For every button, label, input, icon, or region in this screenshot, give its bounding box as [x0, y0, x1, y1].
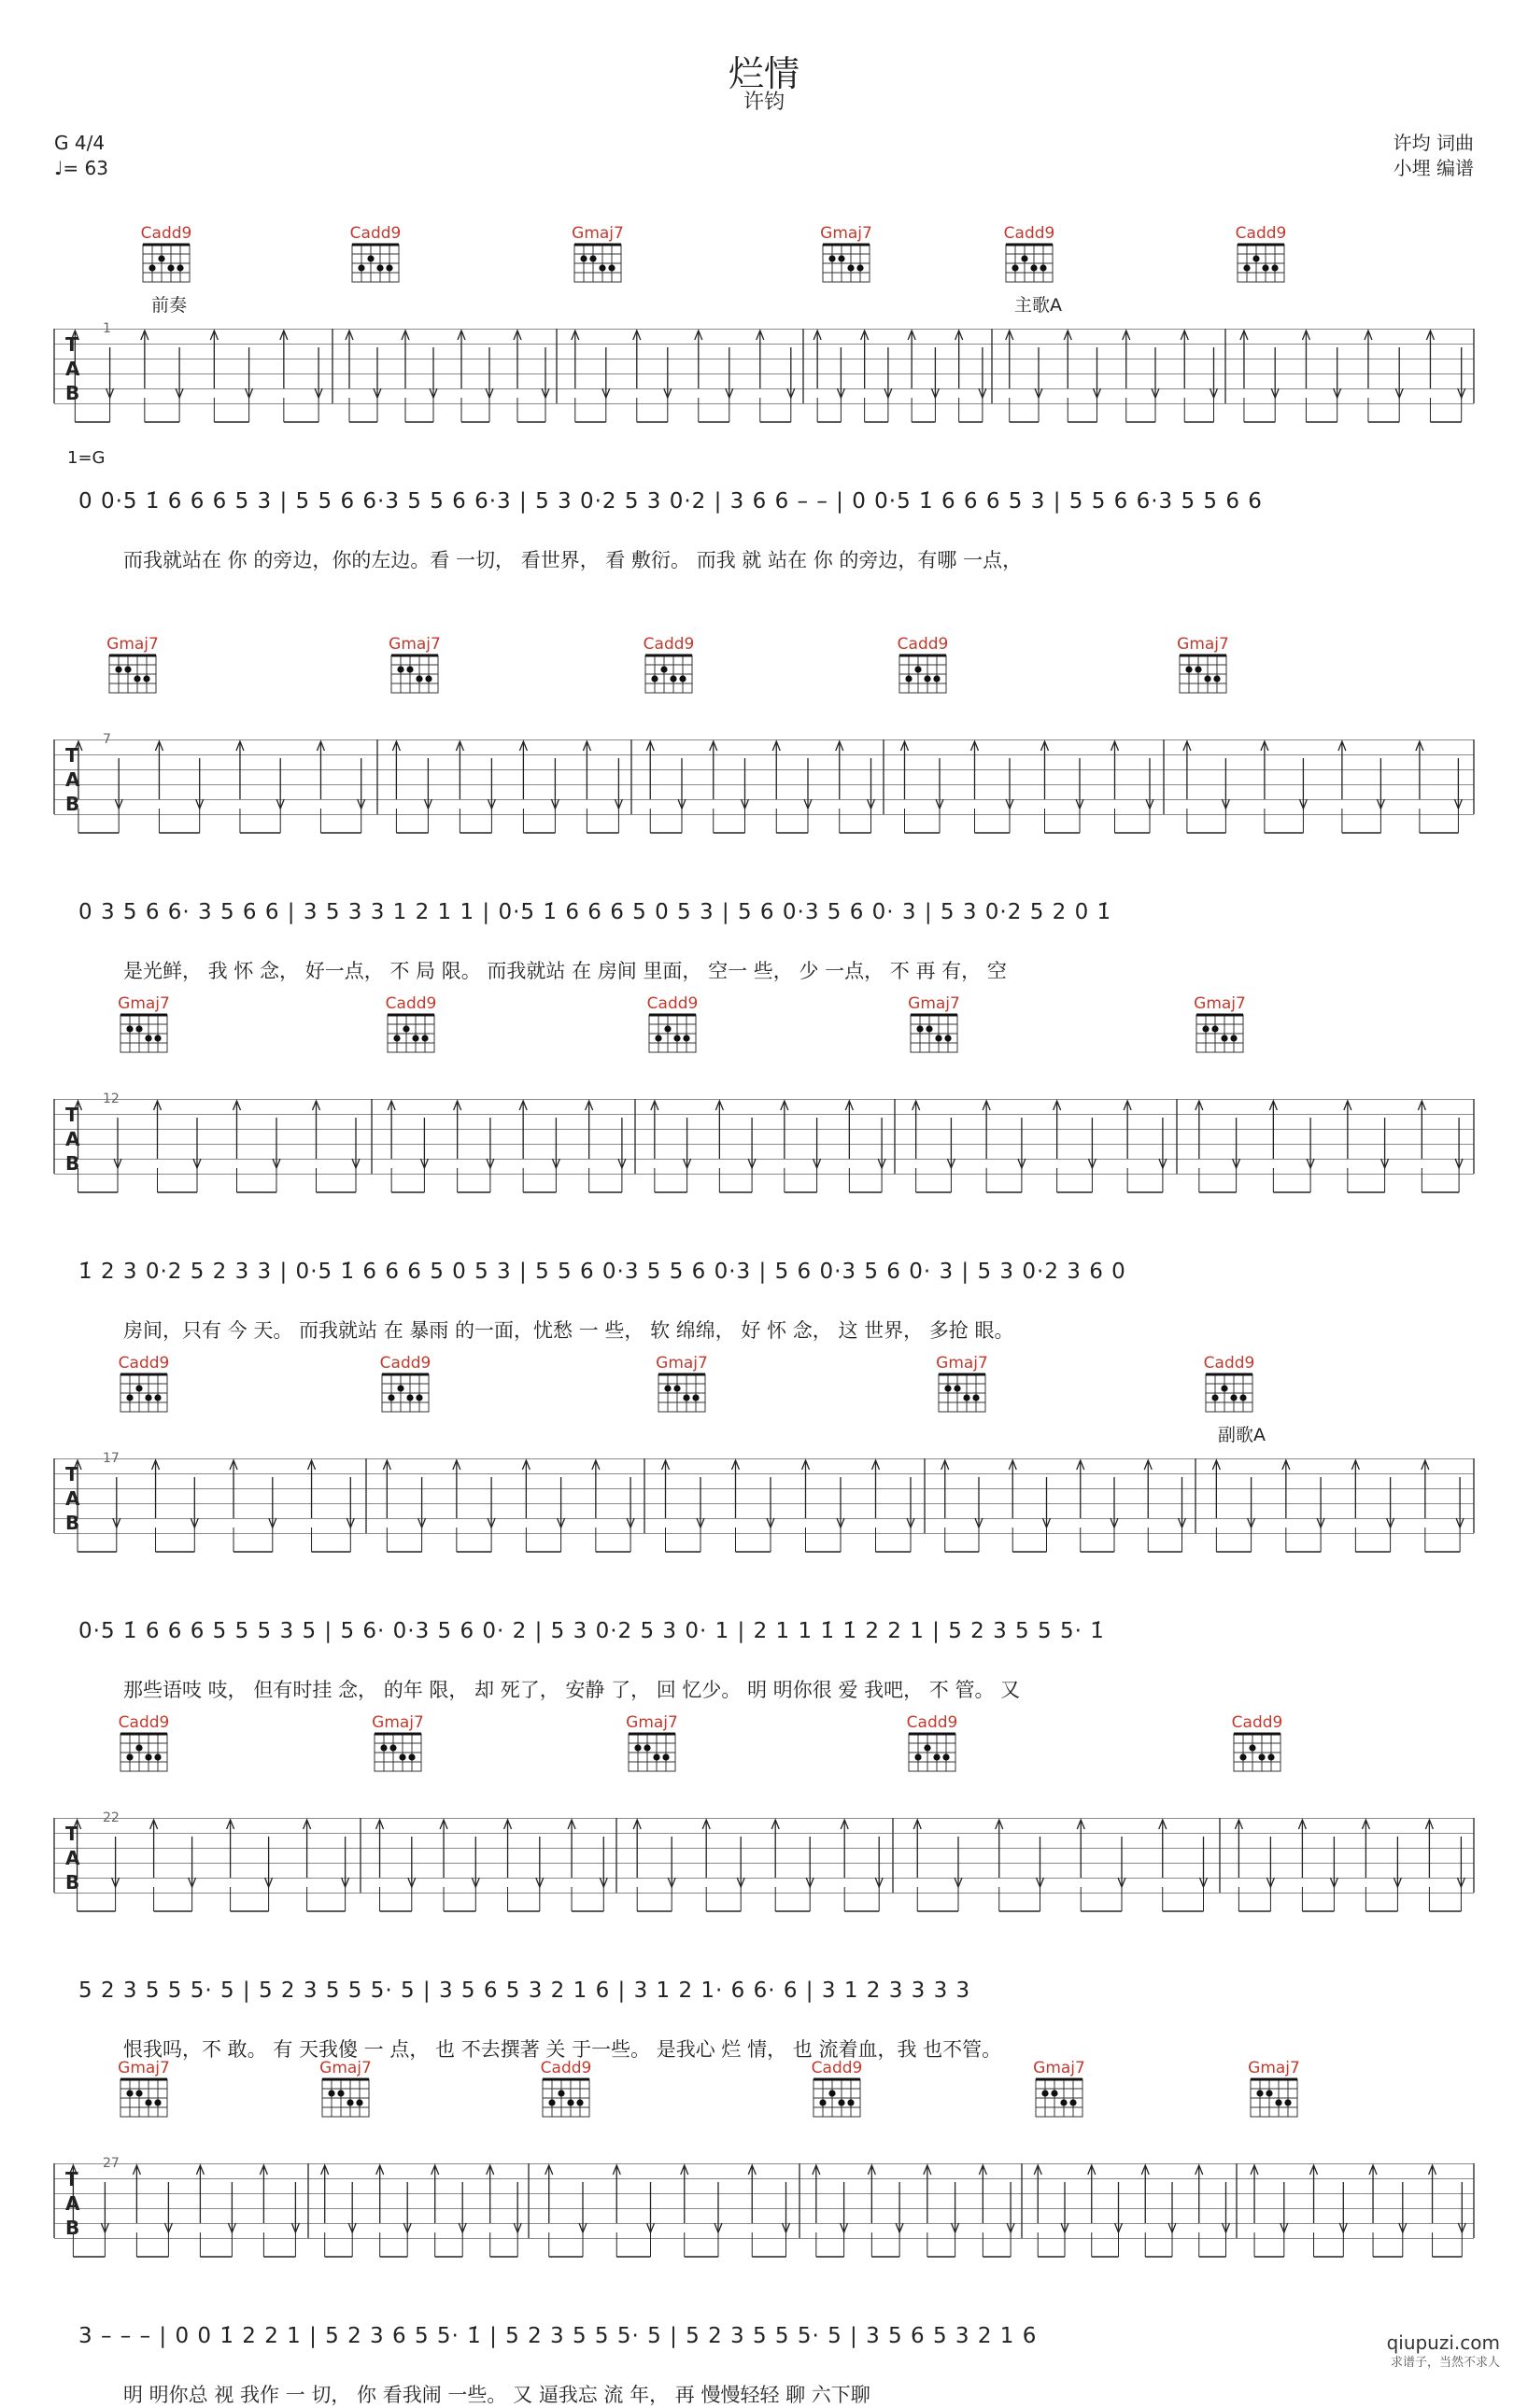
- measure-number: 12: [103, 1091, 120, 1106]
- chord-diagram: [370, 1713, 426, 1777]
- chord-diagram: [538, 2059, 594, 2122]
- chord-name: Gmaj7: [656, 1354, 708, 1373]
- section-label: 前奏: [151, 295, 188, 316]
- chord-name: Cadd9: [385, 994, 437, 1013]
- chord-name: Cadd9: [118, 1713, 170, 1732]
- chord-diagram: [1246, 2059, 1302, 2122]
- chord-diagram: [1031, 2059, 1087, 2122]
- chord-name: Cadd9: [1235, 224, 1287, 243]
- chord-name: Cadd9: [897, 635, 949, 654]
- watermark-tagline: 求谱子，当然不求人: [1390, 2356, 1500, 2370]
- chord-name: Gmaj7: [1033, 2059, 1085, 2077]
- chord-name: Cadd9: [906, 1713, 958, 1732]
- chord-diagram: [818, 224, 874, 288]
- strum-pattern: [54, 2154, 1474, 2266]
- chord-name: Cadd9: [118, 1354, 170, 1373]
- chord-name: Gmaj7: [118, 994, 170, 1013]
- chord-name: Cadd9: [1003, 224, 1055, 243]
- chord-diagram: [377, 1354, 433, 1417]
- chord-diagram: [116, 994, 172, 1058]
- measure-number: 7: [103, 732, 111, 747]
- chord-grid-icon: [1236, 243, 1286, 284]
- chord-grid-icon: [1232, 1732, 1282, 1773]
- chord-grid-icon: [119, 1013, 169, 1054]
- chord-diagram: [895, 635, 951, 698]
- chord-name: Gmaj7: [118, 2059, 170, 2077]
- chord-name: Cadd9: [643, 635, 695, 654]
- chord-grid-icon: [812, 2077, 862, 2119]
- tab-clef: T A B: [65, 1104, 80, 1175]
- chord-grid-icon: [389, 654, 440, 695]
- chord-diagram: [644, 994, 700, 1058]
- chord-name: Cadd9: [540, 2059, 592, 2077]
- chord-diagram: [1233, 224, 1289, 288]
- strum-pattern: [54, 319, 1474, 431]
- chord-name: Gmaj7: [319, 2059, 372, 2077]
- chord-name: Gmaj7: [626, 1713, 678, 1732]
- chord-diagram: [904, 1713, 960, 1777]
- chord-grid-icon: [541, 2077, 591, 2119]
- chord-grid-icon: [119, 1373, 169, 1414]
- chord-diagram: [105, 635, 161, 698]
- chord-diagram: [138, 224, 194, 288]
- chord-name: Gmaj7: [820, 224, 872, 243]
- chord-diagram: [387, 635, 443, 698]
- chord-name: Gmaj7: [1194, 994, 1246, 1013]
- chord-grid-icon: [1178, 654, 1228, 695]
- chord-name: Cadd9: [140, 224, 192, 243]
- chord-diagram: [1001, 224, 1057, 288]
- chord-name: Gmaj7: [572, 224, 624, 243]
- chord-grid-icon: [909, 1013, 959, 1054]
- chord-grid-icon: [119, 2077, 169, 2119]
- strum-pattern: [54, 1449, 1474, 1561]
- tab-clef: T A B: [65, 1823, 80, 1894]
- tab-clef: T A B: [65, 1463, 80, 1534]
- chord-name: Cadd9: [1231, 1713, 1283, 1732]
- chord-diagram: [116, 2059, 172, 2122]
- chord-grid-icon: [350, 243, 401, 284]
- chord-name: Gmaj7: [908, 994, 960, 1013]
- chord-name: Gmaj7: [389, 635, 441, 654]
- key-label: 1=G: [67, 448, 106, 468]
- chord-diagram: [116, 1713, 172, 1777]
- song-artist: 许钧: [743, 91, 785, 114]
- credits: [1394, 131, 1474, 181]
- tab-staff: [54, 732, 1474, 820]
- strum-pattern: [54, 730, 1474, 842]
- measure-number: 1: [103, 321, 111, 336]
- tab-clef: T A B: [65, 333, 80, 404]
- tempo-marking: ♩= 63: [54, 157, 108, 179]
- tab-staff: [54, 1091, 1474, 1179]
- section-label: 主歌A: [1014, 295, 1062, 316]
- chord-grid-icon: [647, 1013, 698, 1054]
- chord-grid-icon: [141, 243, 191, 284]
- chord-grid-icon: [644, 654, 694, 695]
- credit-lyrics-music: 许均 词曲: [1393, 132, 1474, 154]
- chord-grid-icon: [1004, 243, 1054, 284]
- chord-grid-icon: [1204, 1373, 1254, 1414]
- measure-number: 27: [103, 2156, 120, 2171]
- chord-name: Gmaj7: [1177, 635, 1229, 654]
- lyrics-line: 那些语吱 吱， 但有时挂 念， 的年 限， 却 死了， 安静 了， 回 忆少。 明 明你很 爱 我吧， 不 管。 又: [123, 1679, 1021, 1701]
- watermark: [1387, 2332, 1500, 2373]
- chord-name: Cadd9: [811, 2059, 863, 2077]
- chord-diagram: [570, 224, 626, 288]
- tab-staff: [54, 1451, 1474, 1539]
- lyrics-line: 恨我吗，不 敢。 有 天我傻 一 点， 也 不去撰著 关 于一些。 是我心 烂 情， 也 流着血，我 也不管。: [123, 2038, 1002, 2061]
- numbered-notation: 0·5 1̇ 6 6 6 5 5 5 3 5 | 5 6· 0·3 5 6 0· 2 | 5 3 0·2 5 3 0· 1 | 2 1 1 1̇ 1̇ 2 2 1 | 5 2 3 5 5 5· 1̇: [78, 1619, 1105, 1643]
- numbered-notation: 3 – – – | 0 0 1̇ 2 2 1 | 5 2 3 6 5 5· 1̇ | 5 2 3 5 5 5· 5 | 5 2 3 5 5 5· 5 | 3 5 6 5 3 2 1 6: [78, 2324, 1038, 2348]
- strum-pattern: [54, 1090, 1474, 1202]
- chord-name: Cadd9: [646, 994, 699, 1013]
- chord-diagram: [1192, 994, 1248, 1058]
- numbered-notation: 0 3 5 6 6· 3 5 6 6 | 3 5 3 3 1 2 1 1 | 0·5 1̇ 6 6 6 5 0 5 3 | 5 6 0·3 5 6 0· 3 | 5 3 0·2 5 2 0 1̇: [78, 900, 1112, 924]
- key-time-signature: G 4/4: [54, 132, 106, 154]
- chord-diagram: [318, 2059, 374, 2122]
- numbered-notation: 5 2 3 5 5 5· 5 | 5 2 3 5 5 5· 5 | 3 5 6 5 3 2 1 6 | 3 1 2 1· 6 6· 6 | 3 1 2 3 3 3 3: [78, 1979, 971, 2003]
- lyrics-line: 房间，只有 今 天。 而我就站 在 暴雨 的一面，忧愁 一 些， 软 绵绵， 好 怀 念， 这 世界， 多抢 眼。: [123, 1319, 1014, 1342]
- chord-grid-icon: [573, 243, 623, 284]
- chord-name: Gmaj7: [106, 635, 159, 654]
- lyrics-line: 明 明你总 视 我作 一 切， 你 看我闹 一些。 又 逼我忘 流 年， 再 慢慢轻轻 聊 六下聊: [123, 2384, 870, 2406]
- chord-diagram: [347, 224, 403, 288]
- chord-diagram: [654, 1354, 710, 1417]
- chord-name: Gmaj7: [372, 1713, 424, 1732]
- chord-grid-icon: [1195, 1013, 1245, 1054]
- strum-pattern: [54, 1809, 1474, 1921]
- chord-grid-icon: [386, 1013, 436, 1054]
- song-meta: [54, 131, 108, 181]
- numbered-notation: 0 0·5 1̇ 6 6 6 5 3 | 5 5 6 6·3 5 5 6 6·3 | 5 3 0·2 5 3 0·2 | 3 6 6 – – | 0 0·5 1̇ 6 6 6 5 3 | 5 5 6 6·3 5 5 6 6: [78, 489, 1263, 514]
- tab-clef: T A B: [65, 2168, 80, 2239]
- chord-name: Gmaj7: [1248, 2059, 1300, 2077]
- measure-number: 17: [103, 1451, 120, 1466]
- measure-number: 22: [103, 1810, 120, 1825]
- credit-arranger: 小埋 编谱: [1393, 157, 1474, 179]
- chord-grid-icon: [657, 1373, 707, 1414]
- chord-name: Gmaj7: [936, 1354, 988, 1373]
- chord-grid-icon: [821, 243, 871, 284]
- lyrics-line: 是光鲜， 我 怀 念， 好一点， 不 局 限。 而我就站 在 房间 里面， 空一 些， 少 一点， 不 再 有， 空: [123, 960, 1007, 982]
- chord-name: Cadd9: [349, 224, 402, 243]
- chord-grid-icon: [320, 2077, 371, 2119]
- lyrics-line: 而我就站在 你 的旁边，你的左边。看 一切， 看世界， 看 敷衍。 而我 就 站在 你 的旁边，有哪 一点，: [123, 549, 1023, 571]
- chord-name: Cadd9: [379, 1354, 432, 1373]
- numbered-notation: 1̇ 2 3 0·2 5 2 3 3 | 0·5 1̇ 6 6 6 5 0 5 3 | 5 5 6 0·3 5 5 6 0·3 | 5 6 0·3 5 6 0· 3 | 5 3 0·2 3 6 0: [78, 1260, 1126, 1284]
- chord-diagram: [383, 994, 439, 1058]
- chord-grid-icon: [119, 1732, 169, 1773]
- tab-clef: T A B: [65, 744, 80, 815]
- chord-diagram: [1201, 1354, 1257, 1417]
- chord-diagram: [1229, 1713, 1285, 1777]
- chord-diagram: [641, 635, 697, 698]
- chord-grid-icon: [107, 654, 158, 695]
- tab-staff: [54, 1810, 1474, 1898]
- chord-grid-icon: [1034, 2077, 1084, 2119]
- section-label: 副歌A: [1218, 1425, 1266, 1445]
- tab-staff: [54, 2156, 1474, 2244]
- chord-grid-icon: [1249, 2077, 1299, 2119]
- song-title: 烂情: [728, 53, 799, 94]
- chord-grid-icon: [898, 654, 948, 695]
- chord-diagram: [809, 2059, 865, 2122]
- chord-diagram: [624, 1713, 680, 1777]
- chord-name: Cadd9: [1203, 1354, 1255, 1373]
- tab-staff: [54, 321, 1474, 409]
- chord-grid-icon: [907, 1732, 957, 1773]
- watermark-site: qiupuzi.com: [1386, 2331, 1500, 2354]
- chord-diagram: [1175, 635, 1231, 698]
- chord-grid-icon: [937, 1373, 987, 1414]
- chord-diagram: [116, 1354, 172, 1417]
- chord-diagram: [934, 1354, 990, 1417]
- chord-grid-icon: [373, 1732, 423, 1773]
- chord-grid-icon: [627, 1732, 677, 1773]
- chord-diagram: [906, 994, 962, 1058]
- chord-grid-icon: [380, 1373, 431, 1414]
